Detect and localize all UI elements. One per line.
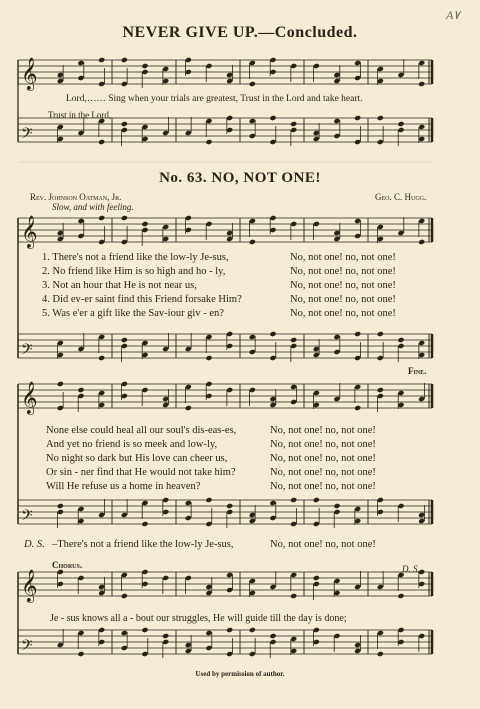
note-head bbox=[354, 331, 361, 337]
tempo-marking: Slow, and with feeling. bbox=[52, 202, 134, 212]
hymn-title: No. 63. NO, NOT ONE! bbox=[159, 170, 321, 186]
note-head bbox=[290, 337, 297, 343]
note-head bbox=[185, 405, 192, 411]
note-head bbox=[269, 633, 276, 639]
note-head bbox=[354, 115, 361, 121]
note-head bbox=[249, 239, 256, 245]
note-head bbox=[333, 503, 340, 509]
note-head bbox=[57, 381, 64, 387]
verse-refrain: No, not one! no, not one! bbox=[270, 467, 376, 478]
note-head bbox=[313, 497, 320, 503]
note-head bbox=[290, 593, 297, 599]
verse-refrain: No, not one! no, not one! bbox=[270, 481, 376, 492]
verse-line: None else could heal all our soul's dis-eas-es, bbox=[46, 425, 237, 436]
verse-refrain: No, not one! no, not one! bbox=[270, 453, 376, 464]
verse-line: Will He refuse us a home in heaven? bbox=[46, 481, 201, 492]
note-head bbox=[249, 81, 256, 87]
bass-clef: 𝄢 bbox=[21, 125, 33, 146]
note-head bbox=[249, 627, 256, 633]
note-head bbox=[141, 627, 148, 633]
note-head bbox=[121, 215, 128, 221]
verse-refrain: No, not one! no, not one! bbox=[290, 280, 396, 291]
verse-line: 5. Was e'er a gift like the Sav-iour giv - en? bbox=[42, 308, 224, 319]
concluded-lyric-line: Lord,…… Sing when your trials are greatest, Trust in the Lord and take heart. bbox=[66, 94, 363, 104]
note-head bbox=[418, 81, 425, 87]
verse-line: 3. Not an hour that He is not near us, bbox=[42, 280, 197, 291]
note-head bbox=[290, 121, 297, 127]
verse-line: 4. Did ev-er saint find this Friend forsake Him? bbox=[42, 294, 242, 305]
hymn-composer: Geo. C. Hugg. bbox=[375, 192, 427, 202]
bass-clef: 𝄢 bbox=[21, 507, 33, 528]
note-head bbox=[205, 497, 212, 503]
verse-line: 1. There's not a friend like the low-ly Je-sus, bbox=[42, 252, 229, 263]
concluded-title: NEVER GIVE UP.—Concluded. bbox=[122, 24, 358, 41]
note-head bbox=[313, 575, 320, 581]
note-head bbox=[226, 627, 233, 633]
note-head bbox=[418, 239, 425, 245]
treble-clef: 𝄞 bbox=[21, 569, 38, 602]
chorus-lyric: Je - sus knows all a - bout our struggles, He will guide till the day is done; bbox=[50, 613, 347, 624]
note-head bbox=[98, 215, 105, 221]
note-head bbox=[205, 139, 212, 145]
note-head bbox=[57, 503, 64, 509]
verse-refrain: No, not one! no, not one! bbox=[290, 294, 396, 305]
verse-refrain: No, not one! no, not one! bbox=[290, 266, 396, 277]
note-head bbox=[141, 521, 148, 527]
note-head bbox=[77, 387, 84, 393]
note-head bbox=[377, 651, 384, 657]
verse-refrain: No, not one! no, not one! bbox=[290, 252, 396, 263]
note-head bbox=[98, 355, 105, 361]
note-head bbox=[290, 497, 297, 503]
note-head bbox=[98, 57, 105, 63]
note-head bbox=[121, 57, 128, 63]
bass-clef: 𝄢 bbox=[21, 341, 33, 362]
note-head bbox=[98, 139, 105, 145]
note-head bbox=[121, 337, 128, 343]
note-head bbox=[397, 593, 404, 599]
verse-line: 2. No friend like Him is so high and ho - ly, bbox=[42, 266, 226, 277]
verse-refrain: No, not one! no, not one! bbox=[270, 425, 376, 436]
ds-mark: D. S. bbox=[402, 564, 420, 574]
note-head bbox=[226, 503, 233, 509]
treble-clef: 𝄞 bbox=[21, 215, 38, 248]
chorus-label: Chorus. bbox=[52, 560, 83, 570]
ds-refrain: No, not one! no, not one! bbox=[270, 539, 376, 550]
note-head bbox=[377, 115, 384, 121]
note-head bbox=[354, 405, 361, 411]
fine-marking: Fine. bbox=[408, 366, 427, 376]
verse-line: Or sin - ner find that He would not take him? bbox=[46, 467, 236, 478]
bass-clef: 𝄢 bbox=[21, 637, 33, 658]
note-head bbox=[205, 355, 212, 361]
note-head bbox=[397, 121, 404, 127]
ds-line: –There's not a friend like the low-ly Je-sus, bbox=[52, 539, 234, 550]
note-head bbox=[377, 331, 384, 337]
note-head bbox=[121, 121, 128, 127]
verse-line: And yet no friend is so meek and low-ly, bbox=[46, 439, 218, 450]
page-corner-mark: A۷ bbox=[446, 8, 460, 22]
verse-line: No night so dark but His love can cheer us, bbox=[46, 453, 228, 464]
note-head bbox=[121, 593, 128, 599]
note-head bbox=[141, 221, 148, 227]
treble-clef: 𝄞 bbox=[21, 57, 38, 90]
verse-refrain: No, not one! no, not one! bbox=[290, 308, 396, 319]
hymn-author: Rev. Johnson Oatman, Jr. bbox=[30, 192, 122, 202]
note-head bbox=[397, 337, 404, 343]
concluded-bass-lyric: Trust in the Lord, bbox=[48, 110, 112, 120]
note-head bbox=[141, 63, 148, 69]
note-head bbox=[269, 331, 276, 337]
treble-clef: 𝄞 bbox=[21, 381, 38, 414]
note-head bbox=[269, 115, 276, 121]
ds-label: D. S. bbox=[24, 539, 45, 550]
note-head bbox=[162, 633, 169, 639]
note-head bbox=[77, 651, 84, 657]
verse-refrain: No, not one! no, not one! bbox=[270, 439, 376, 450]
note-head bbox=[377, 387, 384, 393]
permission-note: Used by permission of author. bbox=[195, 670, 285, 678]
